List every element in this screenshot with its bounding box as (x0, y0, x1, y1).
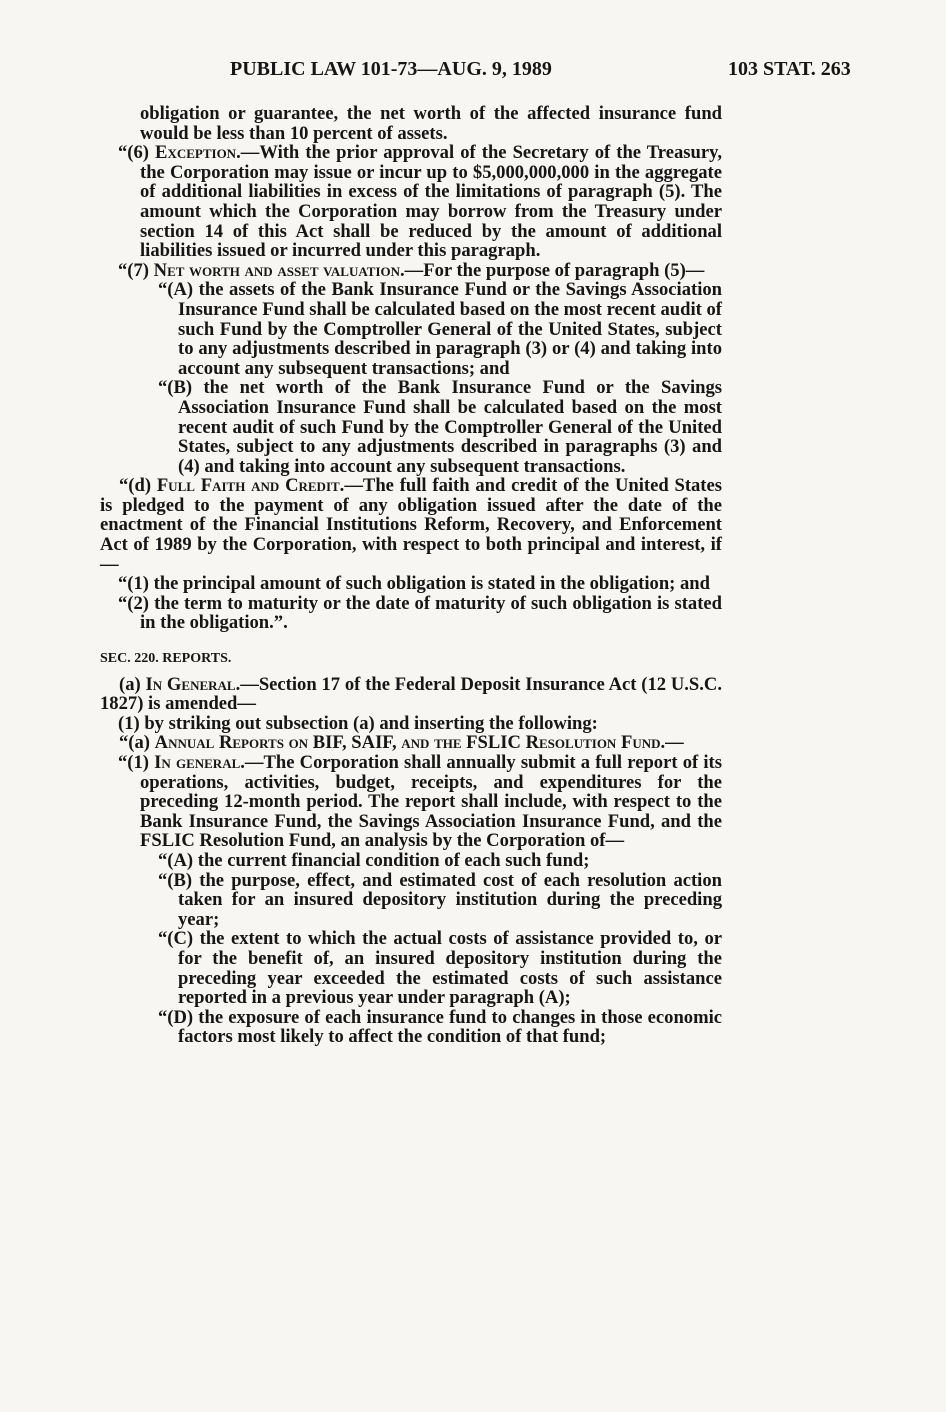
paragraph-lead: “(7) (118, 259, 154, 281)
paragraph-continuation: obligation or guarantee, the net worth of the affected insurance fund would be less than 10 percent of assets. (140, 103, 722, 144)
report-item-a: “(A) the current financial condition of each such fund; (158, 849, 590, 871)
paragraph-caption: Net worth and asset valuation. (153, 259, 405, 281)
subparagraph-b: “(B) the net worth of the Bank Insurance Fund or the Savings Association Insurance Fund shall be calculated based on the most recent audit of such Fund by the Comptroller General of the United States, subject to any adjustments described in paragraphs (3) and (4) and taking into account any subsequent transactions. (158, 377, 722, 477)
report-item-c: “(C) the extent to which the actual costs of assistance provided to, or for the benefit of, an insured depository institution during the preceding year exceeded the estimated costs of such assistance reported in a previous year under paragraph (A); (158, 928, 722, 1009)
clause-1: “(1) the principal amount of such obligation is stated in the obligation; and (118, 573, 710, 595)
report-item-d: “(D) the exposure of each insurance fund to changes in those economic factors most likely to affect the condition of that fund; (158, 1006, 722, 1048)
paragraph-body: — (665, 732, 684, 754)
report-item-b: “(B) the purpose, effect, and estimated cost of each resolution action taken for an insured depository institution during the preceding year; (158, 869, 722, 930)
paragraph-lead: “(d) (119, 475, 157, 497)
subparagraph-a: “(A) the assets of the Bank Insurance Fund or the Savings Association Insurance Fund shall be calculated based on the most recent audit of such Fund by the Comptroller General of the United States, subject to any adjustments described in paragraph (3) or (4) and taking into account any subsequent transactions; and (158, 279, 722, 379)
paragraph-in-general (100, 675, 722, 714)
paragraph-in-general-reports (100, 753, 722, 851)
paragraph-lead: (a) (119, 673, 146, 695)
clause-2: “(2) the term to maturity or the date of maturity of such obligation is stated in the obligation.”. (118, 592, 722, 634)
paragraph-caption: Full Faith and Credit. (156, 475, 345, 497)
body-text (100, 104, 722, 1047)
paragraph-caption: Exception. (155, 142, 241, 164)
header-stat-page: 103 STAT. 263 (728, 58, 851, 80)
paragraph-lead: “(6) (118, 142, 156, 164)
paragraph-body: —The full faith and credit of the United States is pledged to the payment of any obligation issued after the date of the enactment of the Financial Institutions Reform, Recovery, and Enforcement Act of 1989 by the Corporation, with respect to both principal and interest, if— (100, 475, 722, 575)
page-header (0, 58, 946, 88)
paragraph-caption: In General. (145, 673, 241, 695)
paragraph-net-worth (100, 261, 722, 281)
paragraph-caption: Annual Reports on BIF, SAIF, and the FSLIC Resolution Fund. (154, 732, 666, 754)
paragraph-lead: “(1) (118, 752, 155, 773)
section-heading: SEC. 220. REPORTS. (100, 651, 232, 667)
paragraph-body: —The Corporation shall annually submit a full report of its operations, activities, budget, receipts, and expenditures for the preceding 12-month period. The report shall include, with respect to the Bank Insurance Fund, the Savings Association Insurance Fund, and the FSLIC Resolution Fund, an analysis by the Corporation of— (140, 752, 722, 852)
paragraph-body: —With the prior approval of the Secretary of the Treasury, the Corporation may issue or incur up to $5,000,000,000 in the aggregate of additional liabilities in excess of the limitations of paragraph (5). The amount which the Corporation may borrow from the Treasury under section 14 of this Act shall be reduced by the amount of additional liabilities issued or incurred under this paragraph. (140, 142, 722, 262)
paragraph-exception (100, 143, 722, 261)
header-title: PUBLIC LAW 101-73—AUG. 9, 1989 (230, 58, 552, 80)
subsection-annual-reports (100, 733, 722, 753)
paragraph-full-faith (100, 476, 722, 574)
paragraph-caption: In general. (154, 752, 245, 773)
amendment-1: (1) by striking out subsection (a) and inserting the following: (118, 712, 598, 734)
paragraph-body: —Section 17 of the Federal Deposit Insurance Act (12 U.S.C. 1827) is amended— (100, 673, 723, 715)
paragraph-lead: “(a) (119, 732, 155, 754)
paragraph-body: —For the purpose of paragraph (5)— (404, 259, 705, 281)
